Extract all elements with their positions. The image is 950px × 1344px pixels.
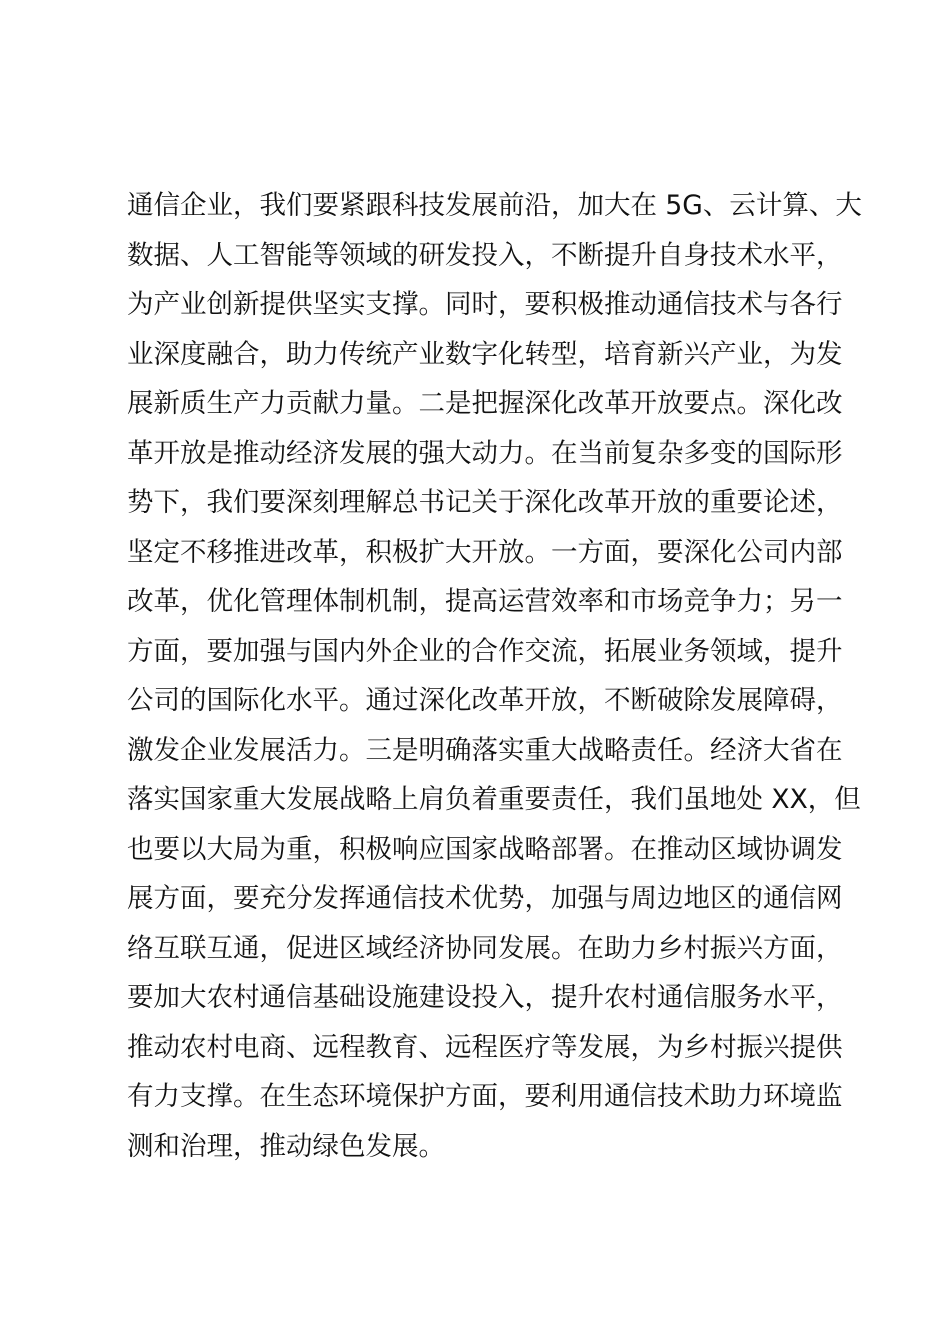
text-line: 有力支撑。在生态环境保护方面，要利用通信技术助力环境监 [127,1081,843,1112]
text-line: 也要以大局为重，积极响应国家战略部署。在推动区域协调发 [127,833,843,865]
text-line: 激发企业发展活力。三是明确落实重大战略责任。经济大省在 [127,734,843,766]
text-line: 改革，优化管理体制机制，提高运营效率和市场竞争力；另一 [127,586,843,617]
text-line: 为产业创新提供坚实支撑。同时，要积极推动通信技术与各行 [127,289,843,320]
text-line: 公司的国际化水平。通过深化改革开放，不断破除发展障碍， [127,685,843,716]
body-paragraph [127,181,862,1171]
text-line: 展方面，要充分发挥通信技术优势，加强与周边地区的通信网 [127,883,843,914]
text-line: 业深度融合，助力传统产业数字化转型，培育新兴产业，为发 [127,338,843,370]
text-line: 方面，要加强与国内外企业的合作交流，拓展业务领域，提升 [127,635,843,667]
text-line: 展新质生产力贡献力量。二是把握深化改革开放要点。深化改 [127,388,843,419]
text-line: 革开放是推动经济发展的强大动力。在当前复杂多变的国际形 [127,437,843,469]
text-line: 推动农村电商、远程教育、远程医疗等发展，为乡村振兴提供 [127,1031,843,1063]
text-line: 落实国家重大发展战略上肩负着重要责任，我们虽地处 XX，但 [127,784,861,815]
text-line: 测和治理，推动绿色发展。 [127,1130,445,1162]
text-line: 要加大农村通信基础设施建设投入，提升农村通信服务水平， [127,982,843,1013]
text-line: 坚定不移推进改革，积极扩大开放。一方面，要深化公司内部 [127,536,843,568]
text-line: 络互联互通，促进区域经济协同发展。在助力乡村振兴方面， [127,932,843,964]
text-line: 势下，我们要深刻理解总书记关于深化改革开放的重要论述， [127,487,843,518]
text-line: 通信企业，我们要紧跟科技发展前沿，加大在 5G、云计算、大 [127,190,862,221]
text-line: 数据、人工智能等领域的研发投入，不断提升自身技术水平， [127,239,843,271]
